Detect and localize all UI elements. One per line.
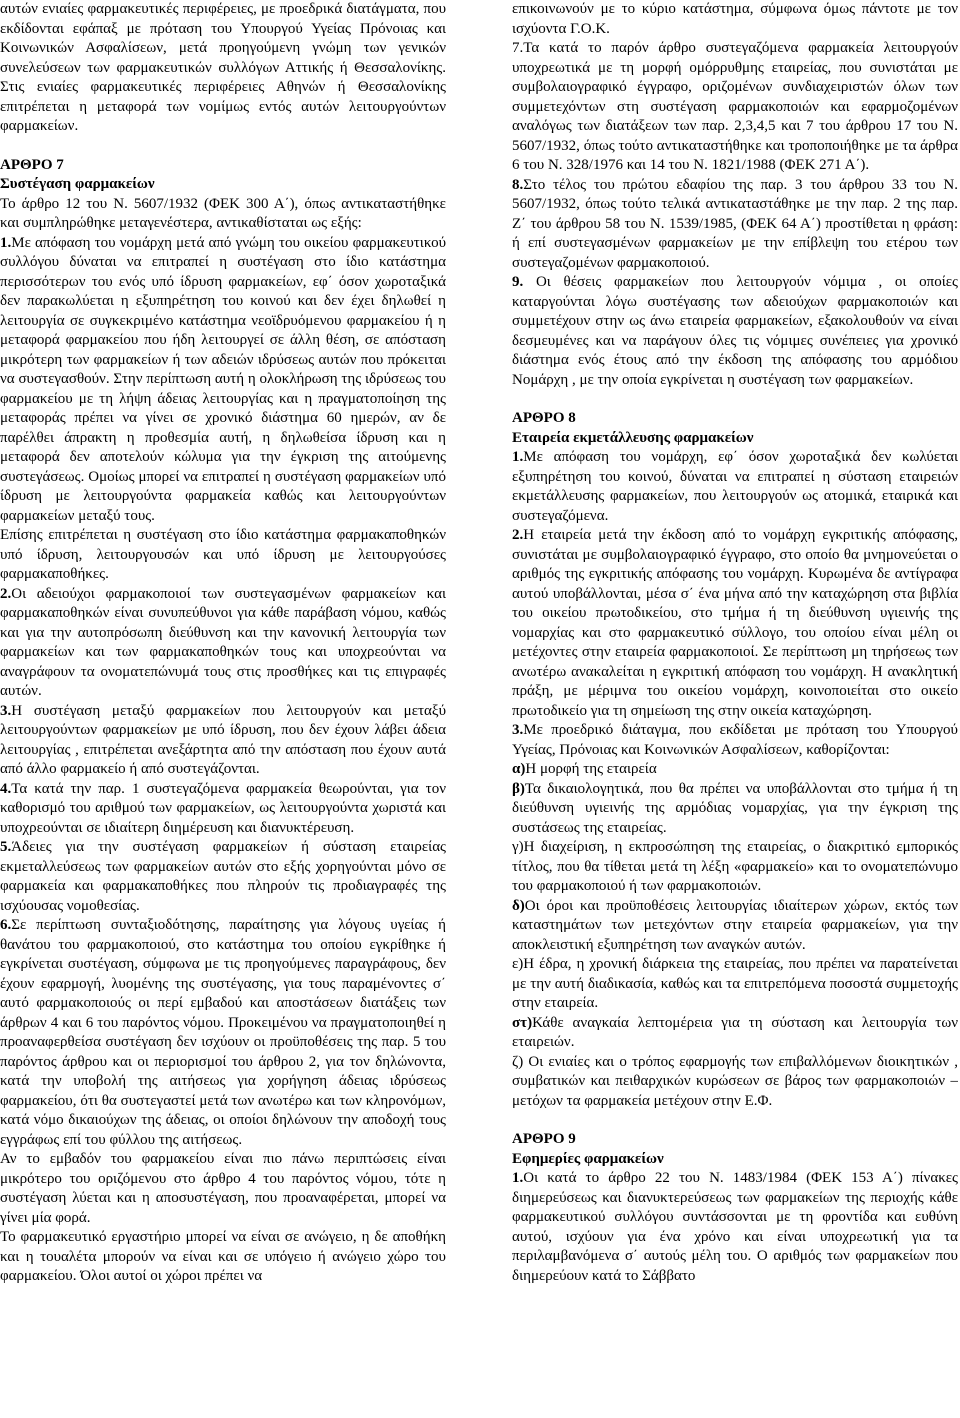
right-column — [512, 0, 958, 1418]
paragraph-text: Η μορφή της εταιρεία — [525, 761, 657, 777]
paragraph-text: Τα κατά το παρόν άρθρο συστεγαζόμενα φαρμακεία λειτουργούν υποχρεωτικά με τη μορφή ομόρρυθμης εταιρείας, που συνιστάται με συμβολαιογραφικό έγγραφο, οριζομένων συνδιαχειριστών όλων των συμμετεχόντων στη συστέγαση φαρμακοποιών και εφαρμοζομένων αναλόγως των διατάξεων των παρ. 2,3,4,5 και 7 του άρθρου 17 του Ν. 5607/1932, όπως τούτο αντικαταστήθηκε και τροποποιήθηκε με τα άρθρα 6 του Ν. 328/1976 και 14 του Ν. 1821/1988 (ΦΕΚ 271 Α΄). — [512, 40, 958, 173]
paragraph — [0, 838, 446, 916]
article-7-title: ΑΡΘΡΟ 7 — [0, 156, 64, 173]
paragraph — [0, 585, 446, 702]
paragraph — [512, 721, 958, 760]
paragraph-text: Η συστέγαση μεταξύ φαρμακείων που λειτουργούν και μεταξύ λειτουργούντων φαρμακείων με υπό ίδρυση, που δεν έχουν λάβει άδεια λειτουργίας , επιτρέπεται ανεξάρτητα από την απόσταση που έχουν αυτά από άλλο φαρμακείο ή από συστεγάζονται. — [0, 702, 446, 777]
paragraph — [0, 702, 446, 780]
paragraph — [0, 780, 446, 839]
paragraph-number: 9. — [512, 274, 524, 290]
paragraph-number: 1. — [512, 1170, 524, 1186]
paragraph-number: 3. — [0, 702, 12, 719]
paragraph-number: 5. — [0, 839, 12, 855]
paragraph: Το φαρμακευτικό εργαστήριο μπορεί να είναι σε ανώγειο, η δε αποθήκη και η τουαλέτα μπορούν να είναι και σε υπόγειο ή ανώγειο χώρο του φαρμακείου. Όλοι αυτοί οι χώροι πρέπει να — [0, 1229, 446, 1284]
paragraph: επικοινωνούν με το κύριο κατάστημα, σύμφωνα όμως πάντοτε με τον ισχύοντα Γ.Ο.Κ. — [512, 1, 958, 37]
spacer — [512, 1111, 958, 1130]
paragraph-text: Με απόφαση του νομάρχη μετά από γνώμη του οικείου φαρμακευτικού συλλόγου δύναται να επιτραπεί η συστέγαση στο ίδιο κατάστημα περισσότερων του ενός υπό ίδρυση φαρμακείων, εφ΄ όσον χωροταξικά δεν παρακωλύεται η εξυπηρέτηση του κοινού και δεν έχει δηλωθεί η λειτουργία σε συγκεκριμένο κατάστημα νεοϊδρυόμενου φαρμακείου ή η μεταφορά φαρμακείου που ήδη λειτουργεί σε άλλη θέση, σε απόσταση μικρότερη των φαρμακείων ή των αδειών ιδρύσεως αυτών που πρόκειται να συστεγασθούν. Στην περίπτωση αυτή η ολοκλήρωση της ιδρύσεως του φαρμακείου με τη λήψη άδειας λειτουργίας και η πραγματοποίηση της μεταφοράς πρέπει να γίνει σε χρονικό διάστημα 60 ημερών, αν δε παρέλθει άπρακτη η προθεσμία αυτή, η δηλωθείσα ίδρυση και η μεταφορά δεν αποτελούν κώλυμα για την έγκριση της αιτούμενης συστεγάσεως. Ομοίως μπορεί να επιτραπεί η συστέγαση φαρμακείων υπό ίδρυση με λειτουργούντα φαρμακεία καθώς και λειτουργούντων φαρμακείων μεταξύ τους. — [0, 234, 446, 524]
left-column — [0, 0, 446, 1418]
paragraph — [0, 234, 446, 527]
paragraph-text: Κάθε αναγκαία λεπτομέρεια για τη σύσταση και λειτουργία των εταιρειών. — [512, 1014, 958, 1050]
paragraph: ε)Η έδρα, η χρονική διάρκεια της εταιρείας, που πρέπει να παρατείνεται με την αυτή διαδικασία, καθώς και τα επιτρεπόμενα ποσοστά συμμετοχής στην εταιρεία. — [512, 956, 958, 1011]
paragraph-text: Άδειες για την συστέγαση φαρμακείων ή σύσταση εταιρείας εκμεταλλεύσεως των φαρμακείων αυτών στο εξής χορηγούνται μόνο σε φαρμακεία και φαρμακαποθήκες που πληρούν τις προδιαγραφές της ισχύουσας νομοθεσίας. — [0, 839, 446, 914]
paragraph — [0, 916, 446, 1150]
spacer — [512, 390, 958, 409]
paragraph — [512, 176, 958, 274]
paragraph-number: στ) — [512, 1014, 533, 1031]
paragraph-number: 4. — [0, 780, 12, 797]
article-7-subtitle: Συστέγαση φαρμακείων — [0, 176, 155, 192]
paragraph: αυτών ενιαίες φαρμακευτικές περιφέρειες, με προεδρικά διατάγματα, που εκδίδονται εφάπαξ με πρόταση του Υπουργού Υγείας Πρόνοιας και Κοινωνικών Ασφαλίσεων, μετά προηγούμενη γνώμη των γενικών συνελεύσεων των φαρμακευτικών συλλόγων Αττικής ή Θεσσαλονίκης. Στις ενιαίες φαρμακευτικές περιφέρειες Αθηνών ή Θεσσαλονίκης επιτρέπεται η μεταφορά των νομίμως εντός αυτών λειτουργούντων φαρμακείων. — [0, 1, 446, 134]
paragraph — [512, 1014, 958, 1053]
paragraph-number: δ) — [512, 897, 525, 914]
paragraph-text: Οι αδειούχοι φαρμακοποιοί των συστεγασμένων φαρμακείων και φαρμακαποθηκών είναι συνυπεύθυνοι για κάθε παράβαση νόμου, καθώς και για την αυτοπρόσωπη διεύθυνση και την κανονική λειτουργία των φαρμακείων και των φαρμακαποθηκών τους και υποχρεούνται να αναγράφουν τα ονοματεπώνυμά τους στις προσθήκες και τις επιγραφές αυτών. — [0, 585, 446, 699]
article-8-subtitle: Εταιρεία εκμετάλλευσης φαρμακείων — [512, 429, 754, 446]
paragraph-text: Οι όροι και προϋποθέσεις λειτουργίας ιδιαίτερων χώρων, εκτός των καταστημάτων των μετεχόντων στην εταιρεία φαρμακείων, για την αποκλειστική εξυπηρέτηση των αναγκών αυτών. — [512, 897, 958, 953]
paragraph-text: Τα δικαιολογητικά, που θα πρέπει να υποβάλλονται στο τμήμα ή τη διεύθυνση υγιεινής της αρμόδιας νομαρχίας, για την έγκριση της συστάσεως της εταιρείας. — [512, 780, 958, 836]
paragraph-number: 7. — [512, 40, 524, 56]
paragraph — [512, 526, 958, 721]
paragraph — [512, 760, 958, 780]
paragraph-text: Στο τέλος του πρώτου εδαφίου της παρ. 3 του άρθρου 33 του Ν. 5607/1932, όπως τούτο τελικά αντικαταστάθηκε με την παρ. 2 της παρ. Ζ΄ του άρθρου 58 του Ν. 1539/1985, (ΦΕΚ 64 Α΄) προστίθεται η φράση: ή επί συστεγασμένων φαρμακείων με την επίβλεψη του ετέρου των συστεγαζομένων φαρμακοποιού. — [512, 176, 958, 271]
paragraph-text: Με προεδρικό διάταγμα, που εκδίδεται με πρόταση του Υπουργού Υγείας, Πρόνοιας και Κοινωνικών Ασφαλίσεων, καθορίζονται: — [512, 722, 958, 758]
article-9-subtitle: Εφημερίες φαρμακείων — [512, 1150, 664, 1167]
paragraph — [512, 1169, 958, 1286]
paragraph: Το άρθρο 12 του Ν. 5607/1932 (ΦΕΚ 300 Α΄), όπως αντικαταστήθηκε και συμπληρώθηκε μεταγενέστερα, αντικαθίσταται ως εξής: — [0, 195, 446, 231]
paragraph — [512, 273, 958, 390]
paragraph: ζ) Οι ενιαίες και ο τρόπος εφαρμογής των επιβαλλόμενων διοικητικών , συμβατικών και πειθαρχικών κυρώσεων σε βάρος των φαρμακοποιών – μετόχων τα φαρμακεία μετέχουν στην Ε.Φ. — [512, 1053, 958, 1109]
paragraph — [512, 448, 958, 526]
paragraph-number: 1. — [0, 234, 12, 251]
spacer — [0, 137, 446, 156]
paragraph-text: Σε περίπτωση συνταξιοδότησης, παραίτησης για λόγους υγείας ή θανάτου του φαρμακοποιού, στο κατάστημα του οποίου εγκρίθηκε ή εγκρίνεται συστέγαση, σύμφωνα με τις προηγούμενες παραγράφους, δεν έχουν εφαρμογή, λυομένης της συστέγασης, για τους παραμένοντες σ΄ αυτό φαρμακοποιούς οι περί εμβαδού και αποστάσεων διατάξεις των άρθρων 4 και 6 του παρόντος νόμου. Προκειμένου να πραγματοποιηθεί η προαναφερθείσα συστέγαση δεν ισχύουν οι προϋποθέσεις της παρ. 5 του παρόντος άρθρου και οι περιορισμοί του άρθρου 2, για τον δηλώνοντα, κατά την υποβολή της αιτήσεως για χορήγηση άδειας ιδρύσεως φαρμακείου, ότι θα συστεγαστεί μετά των ανωτέρω και των κληρονόμων, κατά νόμο δικαιούχων της άδειας, οι οποίοι δηλώνουν την αποδοχή τους εγγράφως επί του φύλλου της αιτήσεως. — [0, 917, 446, 1148]
paragraph: Αν το εμβαδόν του φαρμακείου είναι πιο πάνω περιπτώσεις είναι μικρότερο του οριζόμενου στο άρθρο 4 του παρόντος νόμου, τότε η συστέγαση λύεται και η αποσυστέγαση, που προαναφέρεται, μπορεί να γίνει μία φορά. — [0, 1151, 446, 1226]
paragraph-number: α) — [512, 761, 526, 777]
paragraph — [512, 780, 958, 839]
paragraph — [512, 39, 958, 176]
paragraph-number: 8. — [512, 176, 524, 193]
paragraph-text: Η εταιρεία μετά την έκδοση από το νομάρχη εγκριτικής απόφασης, συνιστάται με συμβολαιογραφικό έγγραφο, στο οποίο θα μνημονεύεται ο αριθμός της εγκριτικής απόφασης του νομάρχη. Κυρωμένα δε αντίγραφα αυτού υποβάλλονται, μέσα σ΄ ένα μήνα από την καταχώρηση στα βιβλία του οικείου πρωτοδικείου, στο τμήμα ή τη διεύθυνση υγιεινής της νομαρχίας και στο φαρμακευτικό σύλλογο, του οποίου είναι μέλη οι μετέχοντες στην εταιρεία φαρμακοποιοί. Σε περίπτωση μη τηρήσεως των ανωτέρω ανακαλείται η εγκριτική απόφαση του νομάρχη. Η ανακλητική πράξη, με μέριμνα του οικείου νομάρχη, κοινοποιείται στο οικείο πρωτοδικείο για τη σημείωση της στην οικεία καταχώρηση. — [512, 527, 958, 719]
paragraph-number: β) — [512, 780, 525, 797]
article-9-title: ΑΡΘΡΟ 9 — [512, 1131, 576, 1147]
paragraph-number: 1. — [512, 449, 524, 465]
paragraph: γ)Η διαχείριση, η εκπροσώπηση της εταιρείας, ο διακριτικό εμπορικός τίτλος, που θα τίθεται μετά τη λέξη «φαρμακείο» και το ονοματεπώνυμο του φαρμακοποιού ή των φαρμακοποιών. — [512, 839, 958, 894]
paragraph: Επίσης επιτρέπεται η συστέγαση στο ίδιο κατάστημα φαρμακαποθηκών υπό ίδρυση, λειτουργουσών και υπό ίδρυση με λειτουργούσες φαρμακαποθήκες. — [0, 527, 446, 582]
paragraph — [512, 897, 958, 956]
paragraph-text: Με απόφαση του νομάρχη, εφ΄ όσον χωροταξικά δεν κωλύεται εξυπηρέτηση του κοινού, δύναται να επιτραπεί η σύσταση εταιρειών εκμετάλλευσης φαρμακείων, που λειτουργούν ως ατομικά, εταιρικά και συστεγαζόμενα. — [512, 449, 958, 524]
paragraph-text: Οι θέσεις φαρμακείων που λειτουργούν νόμιμα , οι οποίες καταργούνται λόγω συστέγασης των αδειούχων φαρμακοποιών και συμμετέχουν στην ως άνω εταιρεία φαρμακείων, εξακολουθούν να είναι δεσμευμένες και να παράγουν όλες τις νόμιμες συνέπειες για χρονικό διάστημα ενός έτους από την έκδοση της απόφασης του αρμόδιου Νομάρχη , με την οποία εγκρίνεται η συστέγαση των φαρμακείων. — [512, 274, 958, 388]
article-8-title: ΑΡΘΡΟ 8 — [512, 410, 576, 426]
paragraph-text: Οι κατά το άρθρο 22 του Ν. 1483/1984 (ΦΕΚ 153 Α΄) πίνακες διημερεύσεως και διανυκτερεύσεως των φαρμακείων της περιοχής κάθε φαρμακευτικού συλλόγου συντάσσονται με τη φροντίδα και ευθύνη αυτού, ισχύουν για ένα χρόνο και είναι υποχρεωτική για τα περιλαμβανόμενα σ΄ αυτούς μέλη του. Ο αριθμός των φαρμακείων που διημερεύουν κατά το Σάββατο — [512, 1170, 958, 1284]
paragraph-number: 2. — [512, 527, 524, 543]
paragraph-text: Τα κατά την παρ. 1 συστεγαζόμενα φαρμακεία θεωρούνται, για τον καθορισμό του αριθμού των φαρμακείων, ως λειτουργούντα χωριστά και υποχρεούνται σε ιδιαίτερη διημέρευση και διανυκτέρευση. — [0, 780, 446, 836]
paragraph-number: 3. — [512, 722, 524, 738]
paragraph-number: 6. — [0, 917, 12, 933]
paragraph-number: 2. — [0, 585, 12, 602]
